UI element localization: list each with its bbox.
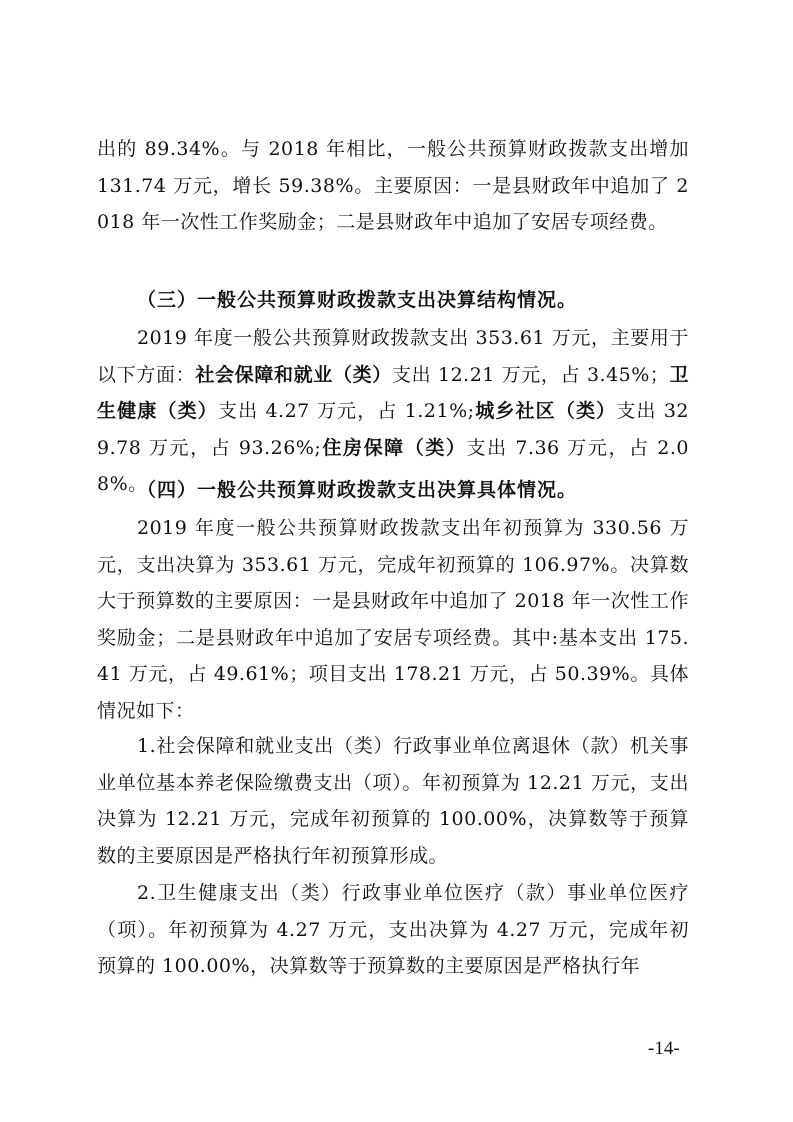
category-social-security: 社会保障和就业（类）	[195, 363, 392, 386]
category-urban-rural: 城乡社区（类）	[474, 400, 617, 423]
page-number: -14-	[648, 1038, 680, 1059]
paragraph-detail-summary: 2019 年度一般公共预算财政拨款支出年初预算为 330.56 万元，支出决算为 353.61 万元，完成年初预算的 106.97%。决算数大于预算数的主要原因：一是县财政年中追加了 2018 年一次性工作奖励金；二是县财政年中追加了安居专项经费。其中:基本支出 175.41 万元，占 49.61%；项目支出 178.21 万元，占 50.39%。具体情况如下：	[97, 517, 689, 722]
category-housing: 住房保障（类）	[321, 436, 467, 459]
category-housing-amount: 支出 7.36 万元，占 2.08%。	[97, 436, 689, 496]
category-health-amount: 支出 4.27 万元，占 1.21%;	[217, 400, 475, 423]
category-health: 卫生健康（类）	[97, 363, 689, 423]
category-urban-rural-amount: 支出 329.78 万元，占 93.26%;	[97, 400, 689, 459]
paragraph-item-2: 2.卫生健康支出（类）行政事业单位医疗（款）事业单位医疗（项）。年初预算为 4.27 万元，支出决算为 4.27 万元，完成年初预算的 100.00%，决算数等于预算数的主要原因是严格执行年	[97, 882, 689, 978]
structure-intro: 2019 年度一般公共预算财政拨款支出 353.61 万元，主要用于以下方面：	[97, 327, 689, 386]
heading-section-3: （三）一般公共预算财政拨款支出决算结构情况。	[137, 289, 578, 311]
category-social-security-amount: 支出 12.21 万元，占 3.45%；	[391, 363, 670, 386]
paragraph-item-1: 1.社会保障和就业支出（类）行政事业单位离退休（款）机关事业单位基本养老保险缴费支出（项）。年初预算为 12.21 万元，支出决算为 12.21 万元，完成年初预算的 100.00%，决算数等于预算数的主要原因是严格执行年初预算形成。	[97, 735, 689, 867]
paragraph-expenditure-comparison: 出的 89.34%。与 2018 年相比，一般公共预算财政拨款支出增加 131.74 万元，增长 59.38%。主要原因：一是县财政年中追加了 2018 年一次性工作奖励金；二是县财政年中追加了安居专项经费。	[97, 138, 689, 234]
heading-section-4: （四）一般公共预算财政拨款支出决算具体情况。	[137, 479, 578, 501]
